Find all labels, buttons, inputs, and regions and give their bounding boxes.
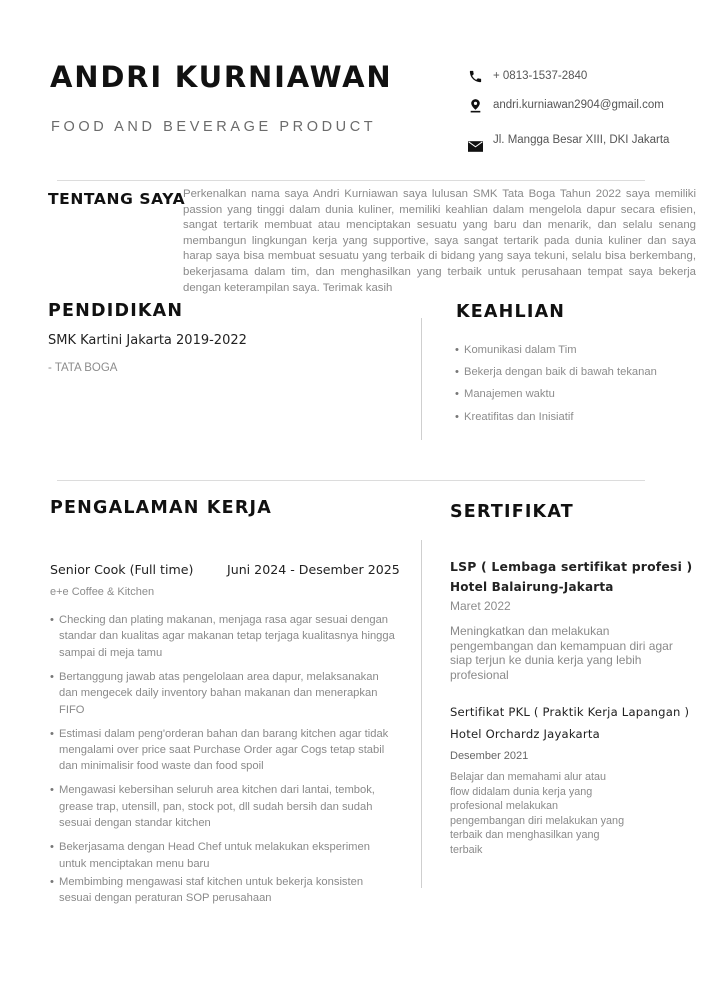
certificate-description: Belajar dan memahami alur atau flow didalam dunia kerja yang profesional melakukan pengembangan diri melakukan yang terbaik dan menghasilkan yang terbaik [450, 771, 625, 856]
divider [57, 180, 645, 181]
skills-list [455, 343, 657, 432]
about-text: Perkenalkan nama saya Andri Kurniawan saya lulusan SMK Tata Boga Tahun 2022 saya memiliki passion yang tinggi dalam dunia kuliner, memiliki keahlian dalam mengelola dapur secara efisien, sangat tertarik membuat atau menciptakan sesuatu yang baru dan menarik, dan selalu senang membangun lingkungan kerja yang supportive, saya sangat tertarik pada dunia kuliner dan saya harap saya bisa membuat sesuatu yang terbaik di bidang yang saya tekuni, selalu bisa berkembang, bekerjasama dalam tim, dan menghasilkan yang terbaik untuk perusahaan tempat saya bekerja dengan keterampilan saya. Terimak kasih [183, 188, 696, 294]
duty-item: • Mengawasi kebersihan seluruh area kitchen dari lantai, tembok, grease trap, utensill, pan, stock pot, dll sudah bersih dan sudah sesuai dengan standar kitchen [50, 782, 395, 831]
home-address: Jl. Mangga Besar XIII, DKI Jakarta [493, 134, 670, 146]
experience-title: PENGALAMAN KERJA [50, 498, 272, 518]
education-major: - TATA BOGA [48, 362, 118, 374]
phone-number: + 0813-1537-2840 [493, 70, 588, 82]
contact-address [466, 126, 669, 154]
skill-item: • Manajemen waktu [455, 387, 657, 402]
skill-item: • Bekerja dengan baik di bawah tekanan [455, 365, 657, 380]
education-title: PENDIDIKAN [48, 301, 184, 321]
duty-item: • Bertanggung jawab atas pengelolaan area dapur, melaksanakan dan mengecek daily inventory bahan makanan dan menerapkan FIFO [50, 669, 395, 718]
contact-phone [466, 68, 587, 84]
envelope-icon [466, 138, 484, 154]
candidate-role: FOOD AND BEVERAGE PRODUCT [51, 119, 377, 135]
divider [57, 480, 645, 481]
education-school: SMK Kartini Jakarta 2019-2022 [48, 333, 247, 348]
experience-position: Senior Cook (Full time) [50, 562, 194, 577]
certificate-description: Meningkatkan dan melakukan pengembangan dan kemampuan diri agar siap terjun ke dunia kerja yang lebih profesional [450, 624, 673, 682]
candidate-name: ANDRI KURNIAWAN [50, 60, 393, 94]
duty-item: • Estimasi dalam peng'orderan bahan dan barang kitchen agar tidak mengalami over price saat Purchase Order agar Cogs tetap stabil dan minimalisir food waste dan food spoil [50, 726, 395, 775]
certificates-vertical-divider [421, 540, 422, 888]
duty-item: • Checking dan plating makanan, menjaga rasa agar sesuai dengan standar dan kualitas agar makanan tetap terjaga kualitasnya hingga sampai di meja tamu [50, 612, 395, 661]
certificate-name: Sertifikat PKL ( Praktik Kerja Lapangan ) [450, 705, 690, 719]
phone-icon [466, 68, 484, 84]
certificate-date: Maret 2022 [450, 599, 511, 613]
contact-email [466, 97, 664, 113]
skill-item: • Komunikasi dalam Tim [455, 343, 657, 358]
skills-title: KEAHLIAN [456, 302, 566, 322]
skill-item: • Kreatifitas dan Inisiatif [455, 410, 657, 425]
location-pin-icon [466, 97, 484, 113]
certificates-title: SERTIFIKAT [450, 502, 574, 522]
certificate-place: Hotel Balairung-Jakarta [450, 580, 614, 594]
certificate-place: Hotel Orchardz Jayakarta [450, 727, 600, 741]
certificate-name: LSP ( Lembaga sertifikat profesi ) [450, 559, 693, 574]
experience-period: Juni 2024 - Desember 2025 [227, 562, 400, 577]
duty-item: • Bekerjasama dengan Head Chef untuk melakukan eksperimen untuk menciptakan menu baru [50, 839, 395, 872]
duty-item: • Membimbing mengawasi staf kitchen untuk bekerja konsisten sesuai dengan peraturan SOP perusahaan [50, 874, 395, 907]
certificate-date: Desember 2021 [450, 750, 529, 762]
email-address: andri.kurniawan2904@gmail.com [493, 99, 664, 111]
experience-duties [50, 612, 395, 914]
experience-company: e+e Coffee & Kitchen [50, 586, 155, 598]
skills-vertical-divider [421, 318, 422, 440]
about-title: TENTANG SAYA [48, 190, 186, 208]
